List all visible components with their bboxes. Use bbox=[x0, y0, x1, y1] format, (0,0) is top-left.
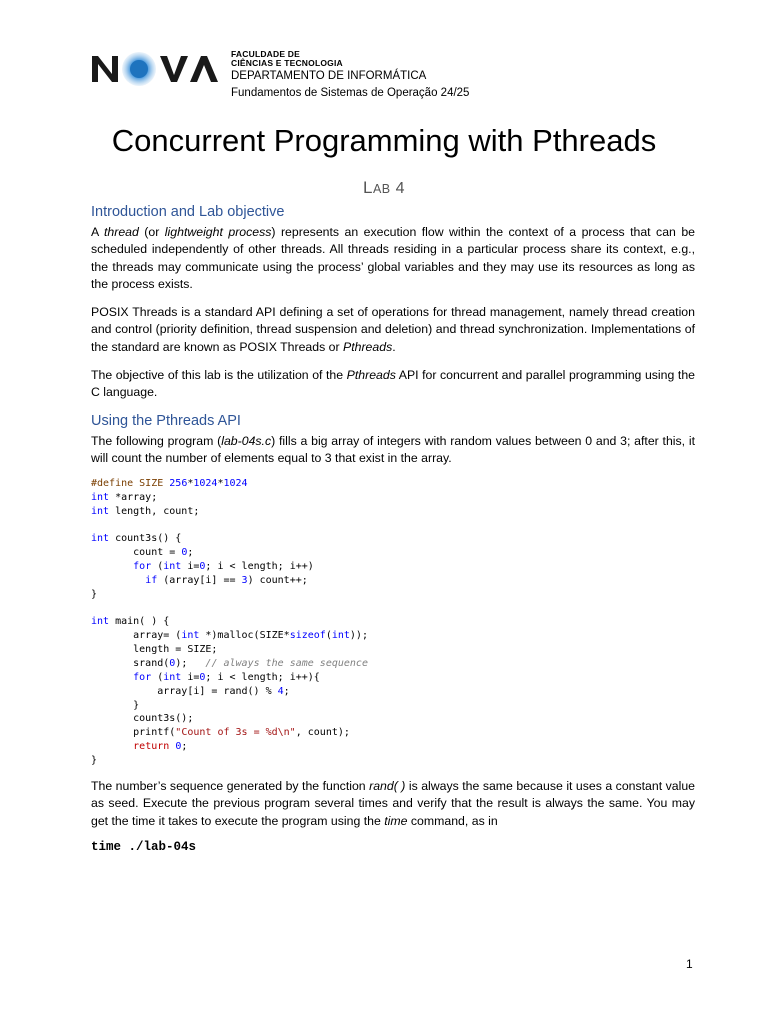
page-number: 1 bbox=[686, 957, 693, 971]
course-name: Fundamentos de Sistemas de Operação 24/25 bbox=[231, 87, 470, 99]
intro-heading: Introduction and Lab objective bbox=[91, 204, 285, 220]
time-command: time ./lab-04s bbox=[91, 840, 197, 854]
nova-logo bbox=[90, 48, 222, 88]
closing-paragraph: The number’s sequence generated by the function rand( ) is always the same because it uses a constant value as seed. Execute the previous program several times and verify that the result is always the same. You may get the time it takes to execute the program using the time command, as in bbox=[91, 779, 696, 828]
faculty-name bbox=[231, 50, 343, 68]
lab-number: LAB 4 bbox=[363, 178, 405, 197]
faculty-line-1: FACULDADE DE bbox=[231, 49, 300, 59]
code-listing: #define SIZE 256*1024*1024 int *array; int length, count; int count3s() { count = 0; for (int i=0; i < length; i++) if (array[i] == 3) count++; } int main( ) { array= (int *)malloc(SIZE*sizeof(int)); length = SIZE; srand(0); // always the same sequence for (int i=0; i < length; i++){ array[i] = rand() % 4; } count3s(); printf("Count of 3s = %d\n", count); return 0; } bbox=[91, 478, 368, 766]
page-title: Concurrent Programming with Pthreads bbox=[111, 123, 657, 158]
intro-paragraph-3: The objective of this lab is the utilization of the Pthreads API for concurrent and parallel programming using the C language. bbox=[91, 368, 695, 400]
intro-paragraph-2: POSIX Threads is a standard API defining a set of operations for thread management, namely thread creation and control (priority definition, thread suspension and deletion) and thread synchronization. Implementations of the standard are known as POSIX Threads or Pthreads. bbox=[91, 305, 695, 354]
department-name: DEPARTAMENTO DE INFORMÁTICA bbox=[231, 70, 427, 82]
api-paragraph: The following program (lab-04s.c) fills a big array of integers with random values between 0 and 3; after this, it will count the number of elements equal to 3 that exist in the array. bbox=[91, 434, 695, 466]
intro-paragraph-1: A thread (or lightweight process) represents an execution flow within the context of a process that can be scheduled independently of other threads. All threads residing in a particular process share its context, e.g., the threads may communicate using the process’ global variables and they may use its resources as long as the process exists. bbox=[91, 225, 696, 291]
api-heading: Using the Pthreads API bbox=[91, 413, 241, 429]
faculty-line-2: CIÊNCIAS E TECNOLOGIA bbox=[231, 58, 343, 68]
